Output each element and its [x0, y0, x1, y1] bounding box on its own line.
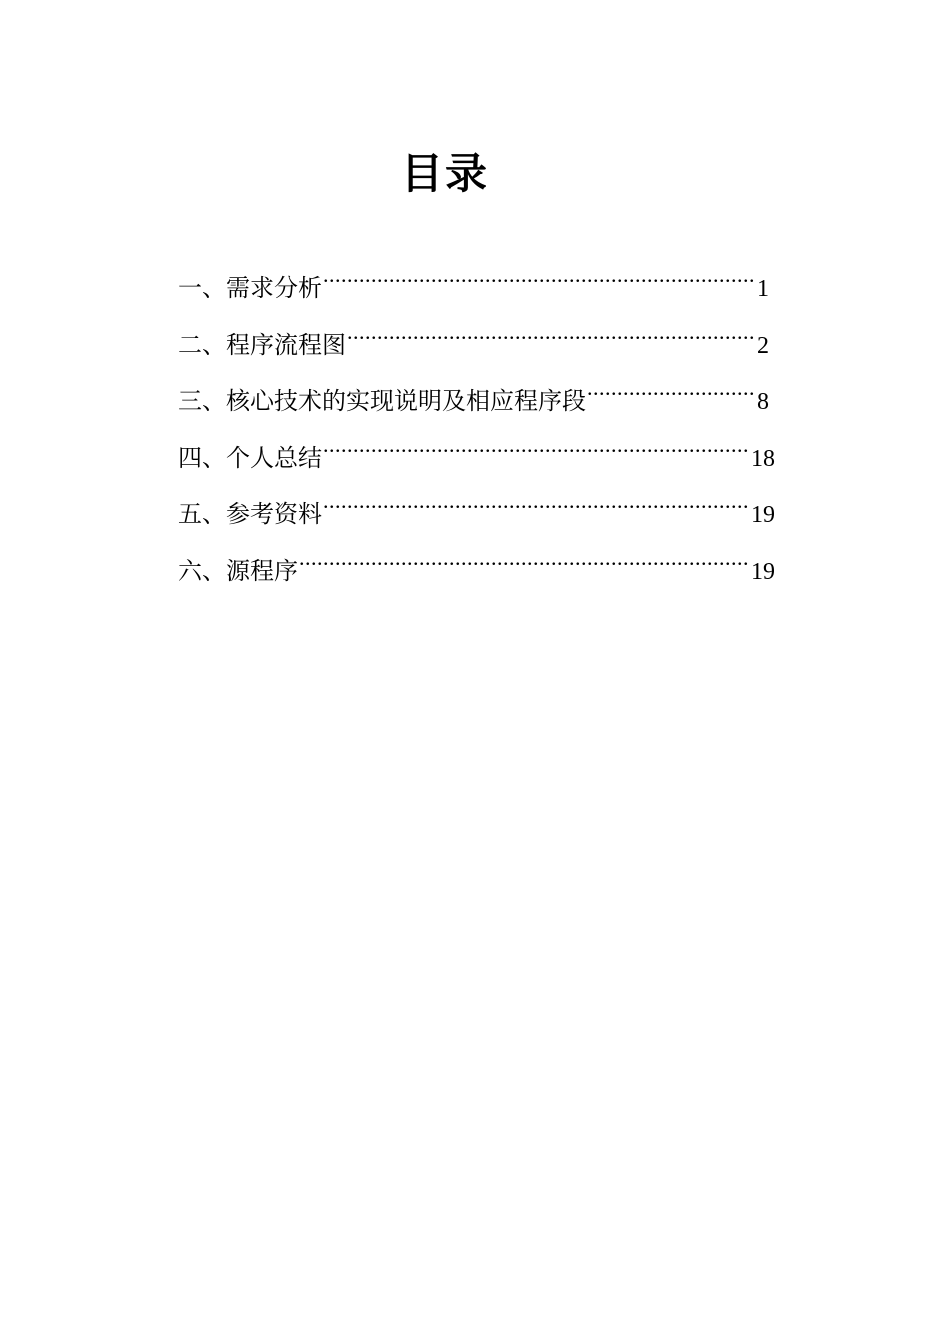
toc-entry-label: 六、源程序: [178, 556, 298, 585]
toc-entry-2[interactable]: [178, 322, 775, 379]
dot-leader: [587, 385, 756, 409]
toc-entry-4[interactable]: [178, 435, 775, 492]
toc-entry-5[interactable]: [178, 491, 775, 548]
dot-leader: [323, 272, 756, 296]
toc-entry-page: 19: [751, 502, 775, 529]
toc-entry-label: 二、程序流程图: [178, 330, 346, 359]
toc-entry-page: 19: [751, 558, 775, 585]
toc-entry-label: 四、个人总结: [178, 443, 322, 472]
toc-entry-1[interactable]: [178, 265, 775, 322]
dot-leader: [299, 555, 750, 579]
toc-entry-label: 一、需求分析: [178, 274, 322, 302]
dot-leader: [323, 498, 750, 522]
table-of-contents: [178, 265, 775, 605]
toc-entry-6[interactable]: [178, 548, 775, 605]
toc-title: 目录: [400, 149, 489, 198]
toc-entry-page: 1: [757, 276, 769, 302]
dot-leader: [347, 329, 756, 353]
toc-entry-label: 五、参考资料: [178, 500, 322, 529]
toc-entry-page: 2: [757, 332, 769, 359]
toc-entry-page: 18: [751, 445, 775, 472]
toc-entry-label: 三、核心技术的实现说明及相应程序段: [178, 387, 586, 416]
toc-entry-page: 8: [757, 389, 769, 416]
toc-entry-3[interactable]: [178, 378, 775, 435]
dot-leader: [323, 442, 750, 466]
